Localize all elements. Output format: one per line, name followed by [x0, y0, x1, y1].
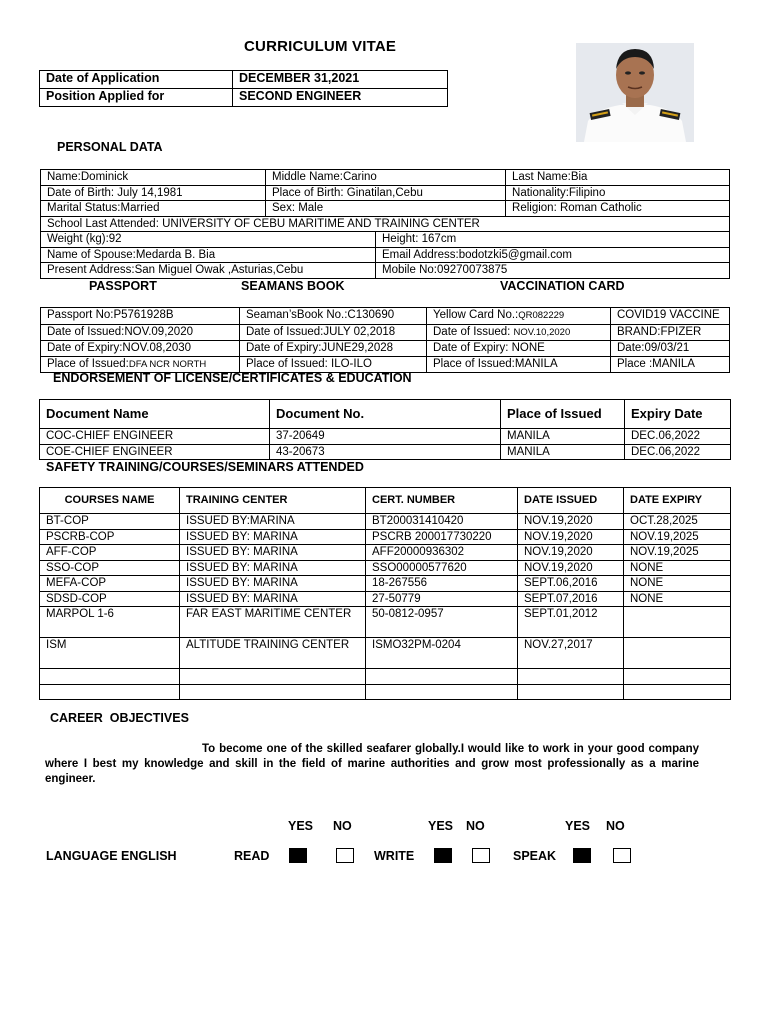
- training-center: [180, 669, 366, 685]
- seamans-book-date-issued: Date of Issued:JULY 02,2018: [240, 324, 427, 341]
- course-name: BT-COP: [40, 514, 180, 530]
- date-issued: SEPT.06,2016: [518, 576, 624, 592]
- present-address: Present Address:San Miguel Owak ,Asturias,Cebu: [41, 263, 376, 279]
- expiry-date: DEC.06,2022: [625, 444, 731, 460]
- document-no: 43-20673: [270, 444, 501, 460]
- language-english-label: LANGUAGE ENGLISH: [46, 849, 177, 863]
- yellow-card-date-expiry: Date of Expiry: NONE: [427, 341, 611, 357]
- speak-no-label: NO: [606, 819, 625, 833]
- yellow-card-number: Yellow Card No.:QR082229: [427, 308, 611, 325]
- speak-yes-label: YES: [565, 819, 591, 833]
- training-center: ISSUED BY: MARINA: [180, 529, 366, 545]
- col-date-expiry: DATE EXPIRY: [624, 488, 731, 514]
- cert-number: 50-0812-0957: [366, 607, 518, 638]
- seamans-book-heading: SEAMANS BOOK: [241, 279, 345, 293]
- training-table: [39, 487, 731, 700]
- vaccine-place: Place :MANILA: [611, 356, 730, 373]
- cert-number: [366, 669, 518, 685]
- speak-label: SPEAK: [513, 849, 557, 863]
- table-row: [40, 444, 731, 460]
- expiry-date: DEC.06,2022: [625, 429, 731, 445]
- date-issued: SEPT.01,2012: [518, 607, 624, 638]
- table-row: [40, 684, 731, 700]
- position-value: SECOND ENGINEER: [233, 89, 448, 107]
- passport-place-issued: Place of Issued:DFA NCR NORTH: [41, 356, 240, 373]
- read-label: READ: [234, 849, 270, 863]
- training-center: ALTITUDE TRAINING CENTER: [180, 638, 366, 669]
- course-name: ISM: [40, 638, 180, 669]
- passport-date-expiry: Date of Expiry:NOV.08,2030: [41, 341, 240, 357]
- write-label: WRITE: [374, 849, 415, 863]
- read-no-label: NO: [333, 819, 352, 833]
- document-no: 37-20649: [270, 429, 501, 445]
- personal-data-heading: PERSONAL DATA: [57, 140, 163, 154]
- personal-data-table: [40, 169, 730, 279]
- vaccine-brand: BRAND:FPIZER: [611, 324, 730, 341]
- marital-status: Marital Status:Married: [41, 201, 266, 217]
- date-of-application-value: DECEMBER 31,2021: [233, 71, 448, 89]
- date-issued: NOV.19,2020: [518, 514, 624, 530]
- middle-name: Middle Name:Carino: [266, 170, 506, 186]
- cert-number: PSCRB 200017730220: [366, 529, 518, 545]
- training-center: ISSUED BY: MARINA: [180, 545, 366, 561]
- read-yes-label: YES: [288, 819, 314, 833]
- date-expiry: [624, 607, 731, 638]
- passport-date-issued: Date of Issued:NOV.09,2020: [41, 324, 240, 341]
- cert-number: [366, 684, 518, 700]
- career-objectives-text: To become one of the skilled seafarer globally.I would like to work in your good company where I best my knowledge and skill in the field of marine authorities and grow most professionally as a marine engineer.: [45, 743, 699, 785]
- spouse-name: Name of Spouse:Medarda B. Bia: [41, 247, 376, 263]
- date-issued: SEPT.07,2016: [518, 591, 624, 607]
- col-training-center: TRAINING CENTER: [180, 488, 366, 514]
- date-expiry: NOV.19,2025: [624, 545, 731, 561]
- write-yes-label: YES: [428, 819, 454, 833]
- sex: Sex: Male: [266, 201, 506, 217]
- passport-number: Passport No:P5761928B: [41, 308, 240, 325]
- career-objectives-heading: CAREER OBJECTIVES: [50, 711, 189, 725]
- date-expiry: [624, 669, 731, 685]
- date-issued: [518, 669, 624, 685]
- date-expiry: [624, 638, 731, 669]
- document-name: COC-CHIEF ENGINEER: [40, 429, 270, 445]
- weight: Weight (kg):92: [41, 232, 376, 248]
- applicant-photo: [576, 43, 694, 142]
- cert-number: BT200031410420: [366, 514, 518, 530]
- course-name: MARPOL 1-6: [40, 607, 180, 638]
- place-issued: MANILA: [501, 444, 625, 460]
- col-place-issued: Place of Issued: [501, 400, 625, 429]
- passport-heading: PASSPORT: [89, 279, 157, 293]
- mobile-number: Mobile No:09270073875: [376, 263, 730, 279]
- date-expiry: NONE: [624, 591, 731, 607]
- col-document-name: Document Name: [40, 400, 270, 429]
- height: Height: 167cm: [376, 232, 730, 248]
- vaccination-card-heading: VACCINATION CARD: [500, 279, 625, 293]
- date-expiry: NOV.19,2025: [624, 529, 731, 545]
- seamans-book-place-issued: Place of Issued: ILO-ILO: [240, 356, 427, 373]
- training-center: [180, 684, 366, 700]
- read-yes-checkbox[interactable]: [289, 848, 307, 863]
- table-row: [40, 514, 731, 530]
- table-row: [40, 591, 731, 607]
- person-photo-icon: [576, 43, 694, 142]
- read-no-checkbox[interactable]: [336, 848, 354, 863]
- nationality: Nationality:Filipino: [506, 185, 730, 201]
- application-table: [39, 70, 448, 107]
- write-no-checkbox[interactable]: [472, 848, 490, 863]
- covid19-vaccine: COVID19 VACCINE: [611, 308, 730, 325]
- place-issued: MANILA: [501, 429, 625, 445]
- religion: Religion: Roman Catholic: [506, 201, 730, 217]
- document-name: COE-CHIEF ENGINEER: [40, 444, 270, 460]
- date-of-application-label: Date of Application: [40, 71, 233, 89]
- endorsement-heading: ENDORSEMENT OF LICENSE/CERTIFICATES & EDUCATION: [53, 371, 412, 385]
- table-row: [40, 669, 731, 685]
- course-name: SSO-COP: [40, 560, 180, 576]
- place-of-birth: Place of Birth: Ginatilan,Cebu: [266, 185, 506, 201]
- seamans-book-date-expiry: Date of Expiry:JUNE29,2028: [240, 341, 427, 357]
- email-address: Email Address:bodotzki5@gmail.com: [376, 247, 730, 263]
- training-center: ISSUED BY: MARINA: [180, 576, 366, 592]
- table-row: [40, 429, 731, 445]
- cert-number: ISMO32PM-0204: [366, 638, 518, 669]
- col-expiry-date: Expiry Date: [625, 400, 731, 429]
- col-cert-number: CERT. NUMBER: [366, 488, 518, 514]
- date-expiry: NONE: [624, 576, 731, 592]
- course-name: AFF-COP: [40, 545, 180, 561]
- date-expiry: NONE: [624, 560, 731, 576]
- training-center: FAR EAST MARITIME CENTER: [180, 607, 366, 638]
- table-row: [40, 529, 731, 545]
- course-name: SDSD-COP: [40, 591, 180, 607]
- date-expiry: [624, 684, 731, 700]
- table-row: [40, 560, 731, 576]
- col-document-no: Document No.: [270, 400, 501, 429]
- course-name: [40, 669, 180, 685]
- training-heading: SAFETY TRAINING/COURSES/SEMINARS ATTENDED: [46, 460, 364, 474]
- col-date-issued: DATE ISSUED: [518, 488, 624, 514]
- seamans-book-number: Seaman’sBook No.:C130690: [240, 308, 427, 325]
- speak-yes-checkbox[interactable]: [573, 848, 591, 863]
- date-of-birth: Date of Birth: July 14,1981: [41, 185, 266, 201]
- date-issued: NOV.19,2020: [518, 545, 624, 561]
- date-issued: NOV.27,2017: [518, 638, 624, 669]
- table-row: [40, 638, 731, 669]
- write-no-label: NO: [466, 819, 485, 833]
- vaccine-date: Date:09/03/21: [611, 341, 730, 357]
- course-name: MEFA-COP: [40, 576, 180, 592]
- page-title: CURRICULUM VITAE: [244, 38, 397, 55]
- yellow-card-place-issued: Place of Issued:MANILA: [427, 356, 611, 373]
- endorsement-table: [39, 399, 731, 460]
- table-row: [40, 545, 731, 561]
- training-center: ISSUED BY:MARINA: [180, 514, 366, 530]
- course-name: [40, 684, 180, 700]
- table-row: [40, 576, 731, 592]
- cert-number: 27-50779: [366, 591, 518, 607]
- cert-number: AFF20000936302: [366, 545, 518, 561]
- table-row: [40, 607, 731, 638]
- date-expiry: OCT.28,2025: [624, 514, 731, 530]
- col-courses-name: COURSES NAME: [40, 488, 180, 514]
- training-center: ISSUED BY: MARINA: [180, 591, 366, 607]
- course-name: PSCRB-COP: [40, 529, 180, 545]
- date-issued: [518, 684, 624, 700]
- position-label: Position Applied for: [40, 89, 233, 107]
- school-last-attended: School Last Attended: UNIVERSITY OF CEBU MARITIME AND TRAINING CENTER: [41, 216, 730, 232]
- cert-number: 18-267556: [366, 576, 518, 592]
- travel-documents-table: [40, 307, 730, 373]
- cert-number: SSO00000577620: [366, 560, 518, 576]
- training-center: ISSUED BY: MARINA: [180, 560, 366, 576]
- yellow-card-date-issued: Date of Issued: NOV.10,2020: [427, 324, 611, 341]
- speak-no-checkbox[interactable]: [613, 848, 631, 863]
- last-name: Last Name:Bia: [506, 170, 730, 186]
- first-name: Name:Dominick: [41, 170, 266, 186]
- write-yes-checkbox[interactable]: [434, 848, 452, 863]
- date-issued: NOV.19,2020: [518, 529, 624, 545]
- date-issued: NOV.19,2020: [518, 560, 624, 576]
